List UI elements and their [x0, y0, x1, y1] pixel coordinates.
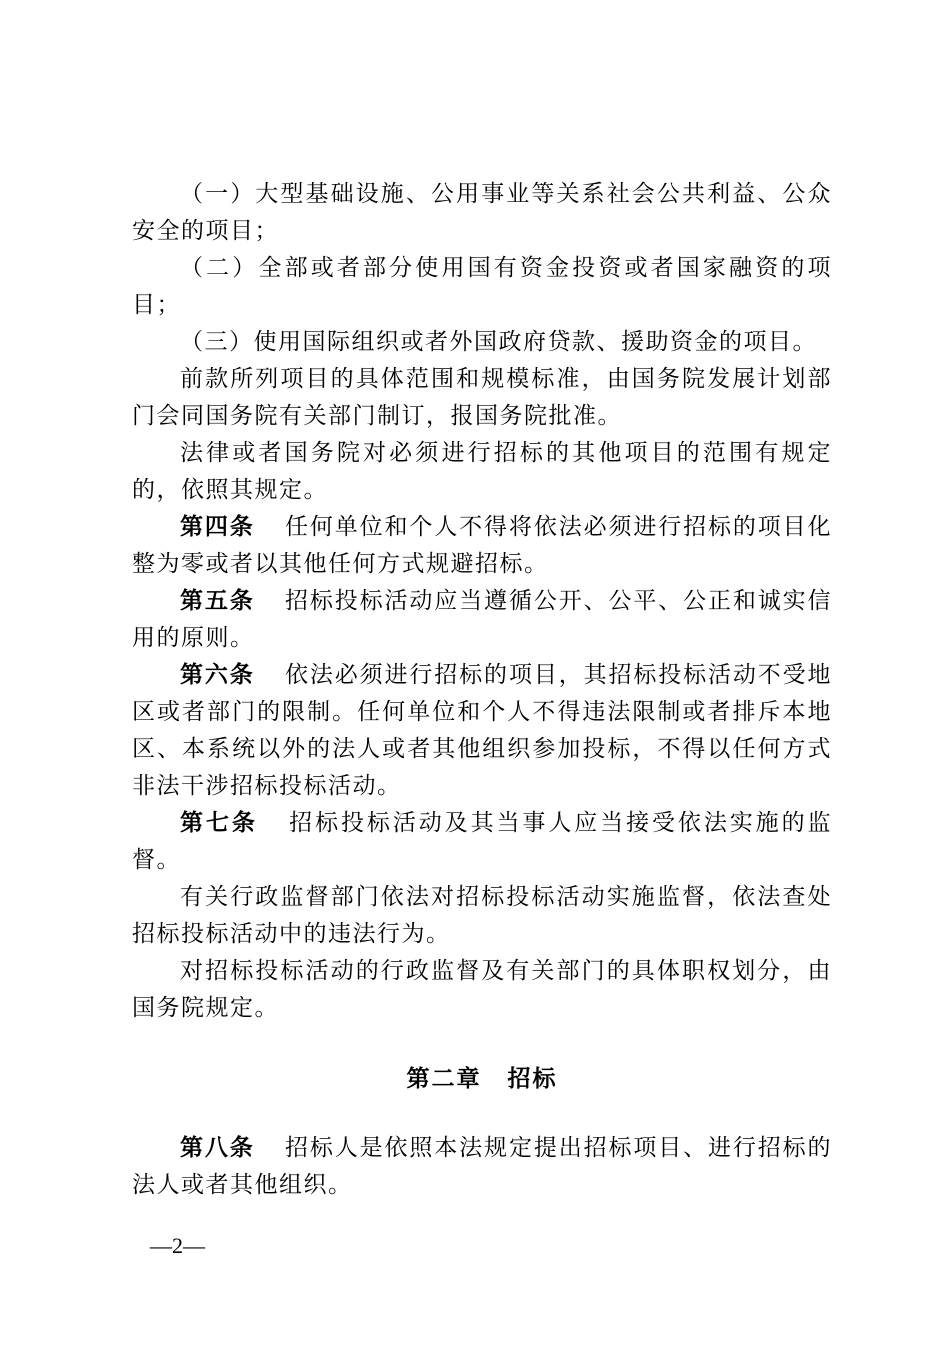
clause-item-3: （三）使用国际组织或者外国政府贷款、援助资金的项目。 — [180, 329, 817, 355]
article-number: 第八条 — [180, 1135, 255, 1161]
clause-item-1: （一）大型基础设施、公用事业等关系社会公共利益、公众安全的项目； — [132, 181, 832, 244]
chapter-heading — [132, 1061, 832, 1098]
article-text: 招标人是依照本法规定提出招标项目、进行招标的法人或者其他组织。 — [132, 1135, 833, 1198]
paragraph-scope-standard: 前款所列项目的具体范围和规模标准，由国务院发展计划部门会同国务院有关部门制订，报国务院批准。 — [132, 366, 832, 429]
article-text: 任何单位和个人不得将依法必须进行招标的项目化整为零或者以其他任何方式规避招标。 — [132, 514, 833, 577]
article-number: 第五条 — [180, 588, 255, 614]
article-number: 第七条 — [180, 810, 258, 836]
paragraph-other-laws: 法律或者国务院对必须进行招标的其他项目的范围有规定的，依照其规定。 — [132, 440, 832, 503]
page-number: —2— — [150, 1233, 205, 1258]
chapter-number: 第二章 — [406, 1066, 482, 1092]
article-number: 第六条 — [180, 662, 255, 688]
article-text: 依法必须进行招标的项目，其招标投标活动不受地区或者部门的限制。任何单位和个人不得违法限制或者排斥本地区、本系统以外的法人或者其他组织参加投标，不得以任何方式非法干涉招标投标活动。 — [132, 662, 833, 799]
article-4 — [132, 509, 832, 583]
article-8 — [132, 1130, 832, 1204]
article-text: 招标投标活动及其当事人应当接受依法实施的监督。 — [132, 810, 832, 873]
clause-item-2: （二）全部或者部分使用国有资金投资或者国家融资的项目； — [132, 255, 832, 318]
paragraph-supervision: 有关行政监督部门依法对招标投标活动实施监督，依法查处招标投标活动中的违法行为。 — [132, 884, 832, 947]
article-number: 第四条 — [180, 514, 255, 540]
article-6 — [132, 657, 832, 805]
document-body — [132, 176, 832, 1204]
article-text: 招标投标活动应当遵循公开、公平、公正和诚实信用的原则。 — [132, 588, 833, 651]
chapter-title: 招标 — [507, 1066, 558, 1092]
paragraph-authority: 对招标投标活动的行政监督及有关部门的具体职权划分，由国务院规定。 — [132, 958, 832, 1021]
article-7 — [132, 805, 832, 879]
article-5 — [132, 583, 832, 657]
